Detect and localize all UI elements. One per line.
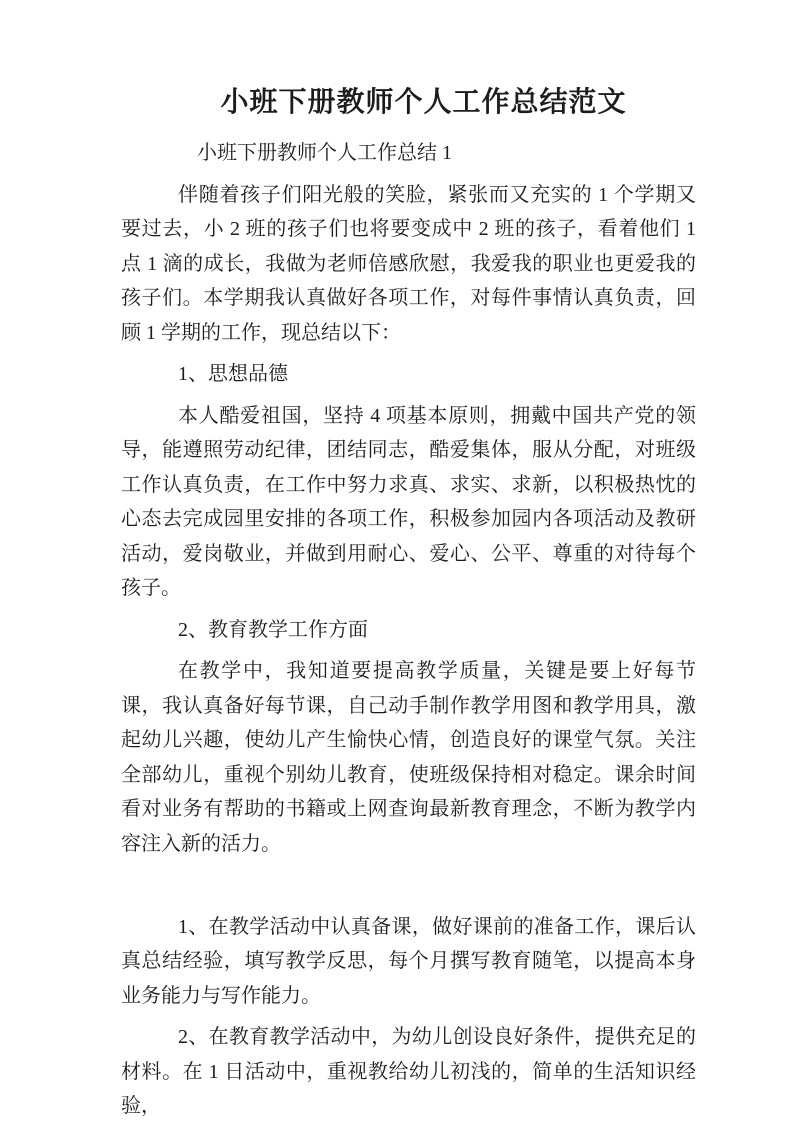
paragraph-lesson-prep: 1、在教学活动中认真备课，做好课前的准备工作，课后认真总结经验，填写教学反思，每个月撰写教育随笔，以提高本身业务能力与写作能力。: [121, 915, 696, 1007]
paragraph-ideology: 本人酷爱祖国，坚持 4 项基本原则，拥戴中国共产党的领导，能遵照劳动纪律，团结同志，酷爱集体，服从分配，对班级工作认真负责，在工作中努力求真、求实、求新，以积极热忱的心态去完成园里安排的各项工作，积极参加园内各项活动及教研活动，爱岗敬业，并做到用耐心、爱心、公平、尊重的对待每个孩子。: [121, 404, 696, 599]
document-title: 小班下册教师个人工作总结范文: [220, 87, 627, 118]
paragraph-intro: 伴随着孩子们阳光般的笑脸，紧张而又充实的 1 个学期又要过去，小 2 班的孩子们也将要变成中 2 班的孩子，看着他们 1 点 1 滴的成长，我做为老师倍感欣慰，我爱我的职业也更爱我的孩子们。本学期我认真做好各项工作，对每件事情认真负责，回顾 1 学期的工作，现总结以下：: [121, 183, 696, 344]
paragraph-activities: 2、在教育教学活动中，为幼儿创设良好条件，提供充足的材料。在 1 日活动中，重视教给幼儿初浅的，简单的生活知识经验，: [121, 1026, 696, 1117]
paragraph-subtitle: 小班下册教师个人工作总结 1: [197, 142, 452, 164]
section-heading-teaching: 2、教育教学工作方面: [178, 618, 368, 641]
section-heading-ideology: 1、思想品德: [178, 363, 288, 385]
blank-line: [121, 868, 696, 903]
paragraph-teaching: 在教学中，我知道要提高教学质量，关键是要上好每节课，我认真备好每节课，自己动手制作教学用图和教学用具，激起幼儿兴趣，使幼儿产生愉快心情，创造良好的课堂气氛。关注全部幼儿，重视个别幼儿教育，使班级保持相对稳定。课余时间看对业务有帮助的书籍或上网查询最新教育理念，不断为教学内容注入新的活力。: [121, 660, 696, 855]
